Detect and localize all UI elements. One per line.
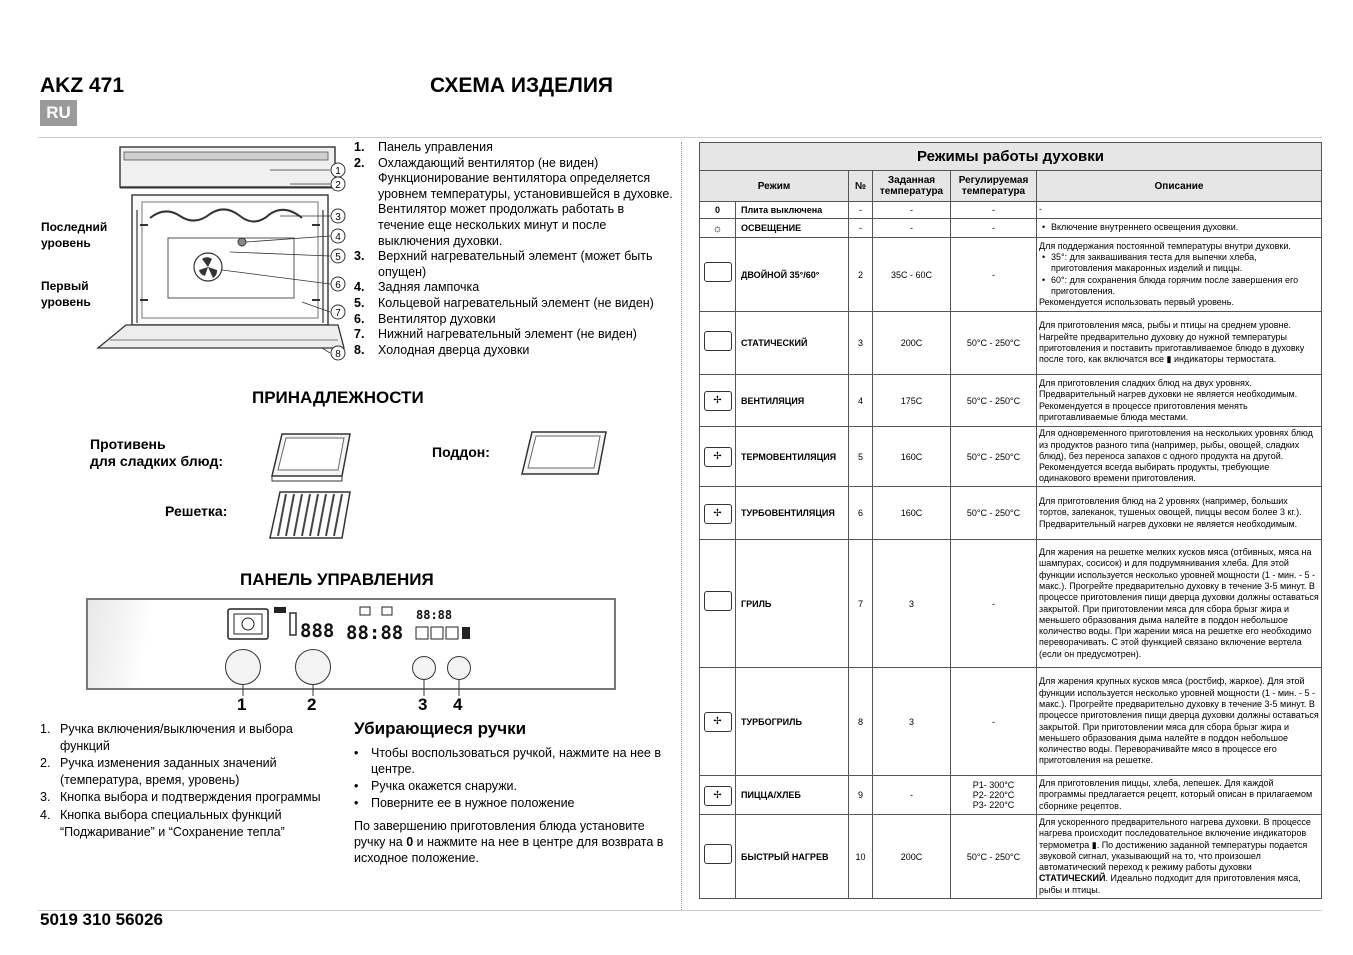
drip-pan-label: Поддон: xyxy=(432,444,490,460)
knob-number-2: 2 xyxy=(307,695,317,714)
table-row: ☼ ОСВЕЩЕНИЕ - - - • Включение внутреннего освещения духовки. xyxy=(700,219,1322,238)
table-row: СТАТИЧЕСКИЙ 3 200C 50°C - 250°C Для приготовления мяса, рыбы и птицы на среднем уровне. Нагрейте предварительно духовку до нужной температуры приготовления и поставить приготавливаемое блюдо в духовку после того, как включатся все ▮ индикаторы термостата. xyxy=(700,312,1322,375)
col-set-temp: Заданная температура xyxy=(873,171,951,202)
list-item: 7. Нижний нагревательный элемент (не виден) xyxy=(354,327,637,342)
panel-gloss xyxy=(88,600,168,688)
knob-number-1: 1 xyxy=(237,695,247,714)
special-function-button[interactable] xyxy=(447,656,471,680)
fan-icon: ✢ xyxy=(704,391,732,411)
list-item: 8. Холодная дверца духовки xyxy=(354,342,530,357)
static-icon xyxy=(704,331,732,351)
handles-bullets xyxy=(354,745,664,812)
table-row: ДВОЙНОЙ 35°/60° 2 35C - 60C - Для поддержания постоянной температуры внутри духовки. • 35°: для заквашивания теста для выпечки хлеба, приготовления макаронных изделий и пиццы. • 60°: для сохранения блюда горячим после завершения его приготовления. Рекомендуется использовать первый уровень. xyxy=(700,238,1322,312)
table-row: ГРИЛЬ 7 3 - Для жарения на решетке мелких кусков мяса (отбивных, мяса на шампурах, сосисок) и для подрумянивания хлеба. Для этой функции используется несколько уровней мощности (1 - мин. - 5 - макс.). Прогрейте предварительно духовку в течение 3-5 минут. В процессе приготовления пищи дверца духовки должны оставаться закрытой. При приготовлении мяса для сбора брызг жира и меньшего образования дыма налейте в поддон небольшое количество воды. При жарении мяса на решетке его необходимо переворачивать. С этой функцией связано включение вертела (если он предусмотрен). xyxy=(700,540,1322,668)
lcd-time: 88:88 xyxy=(346,622,404,644)
parts-list xyxy=(354,140,674,358)
turbogrill-icon: ✢ xyxy=(704,712,732,732)
lcd-display xyxy=(226,605,474,645)
drip-pan-image xyxy=(518,428,610,482)
column-divider xyxy=(681,142,682,910)
col-reg-temp: Регулируемая температура xyxy=(951,171,1037,202)
pizza-icon: ✢ xyxy=(704,786,732,806)
knob-leaders xyxy=(225,680,475,700)
model-name: AKZ 471 xyxy=(40,74,125,97)
control-list xyxy=(40,721,345,841)
callout-6: 6 xyxy=(335,280,341,291)
product-code: 5019 310 56026 xyxy=(40,910,163,929)
table-row: ✢ ПИЦЦА/ХЛЕБ 9 - P1- 300°C P2- 220°C P3- 220°C Для приготовления пиццы, хлеба, лепешек. Для каждой программы предлагается рецепт, который описан в прилагаемом сборнике рецептов. xyxy=(700,776,1322,815)
list-item: 3. Верхний нагревательный элемент (может быть опущен) xyxy=(354,249,653,279)
col-num: № xyxy=(849,171,873,202)
callout-3: 3 xyxy=(335,212,341,223)
list-item: 4. Задняя лампочка xyxy=(354,280,480,295)
list-item: 6. Вентилятор духовки xyxy=(354,311,496,326)
accessories-heading: ПРИНАДЛЕЖНОСТИ xyxy=(252,388,424,407)
off-icon: 0 xyxy=(700,202,736,219)
lcd-timer: 88:88 xyxy=(416,608,453,622)
list-item: • Ручка окажется снаружи. xyxy=(354,779,518,793)
grill-icon xyxy=(704,591,732,611)
bottom-divider xyxy=(38,910,1322,911)
callout-1: 1 xyxy=(335,166,341,177)
language-badge: RU xyxy=(40,100,77,126)
oven-diagram xyxy=(40,140,352,372)
grid-image xyxy=(266,488,354,544)
top-divider xyxy=(38,137,1322,138)
table-row: ✢ ТУРБОВЕНТИЛЯЦИЯ 6 160C 50°C - 250°C Для приготовления блюд на 2 уровнях (например, больших тортов, запеканок, тушеных овощей, пиццы весом более 3 кг.). Предварительный нагрев духовки не является необходимым. xyxy=(700,487,1322,540)
callout-4: 4 xyxy=(335,232,341,243)
sweet-tray-label: Противень для сладких блюд: xyxy=(90,436,223,469)
table-row: ✢ ВЕНТИЛЯЦИЯ 4 175C 50°C - 250°C Для приготовления сладких блюд на двух уровнях. Предварительный нагрев духовки не является необходимым. Рекомендуется в процессе приготовления менять приготавливаемые блюда местами. xyxy=(700,375,1322,427)
callout-7: 7 xyxy=(335,308,341,319)
table-title: Режимы работы духовки xyxy=(700,143,1322,171)
turbofan-icon: ✢ xyxy=(704,504,732,524)
list-item: 2. Охлаждающий вентилятор (не виден) Функционирование вентилятора определяется уровнем температуры, установившейся в духовке. Вентилятор может продолжать работать в течение еще нескольких минут и после выключения духовки. xyxy=(354,155,673,248)
sweet-tray-image xyxy=(268,428,354,484)
list-item: • Чтобы воспользоваться ручкой, нажмите на нее в центре. xyxy=(354,746,662,776)
lcd-temp: 888 xyxy=(300,620,335,642)
page-title: СХЕМА ИЗДЕЛИЯ xyxy=(430,74,614,97)
control-panel-heading: ПАНЕЛЬ УПРАВЛЕНИЯ xyxy=(240,570,434,589)
lower-level-label: Первый уровень xyxy=(41,279,91,309)
table-row: ✢ ТУРБОГРИЛЬ 8 3 - Для жарения крупных кусков мяса (ростбиф, жаркое). Для этой функции используется несколько уровней мощности (1 - мин. - 5 - макс.). Прогрейте предварительно духовку в течение 3-5 минут. В процессе приготовления пищи дверца духовки должны оставаться закрытой. При приготовлении мяса для сбора брызг жира и меньшего образования дыма налейте в поддон небольшое количество воды. Переворачивайте мясо в процессе его приготовления на решетке. xyxy=(700,668,1322,776)
lamp-icon: ☼ xyxy=(712,223,723,235)
callout-5: 5 xyxy=(335,252,341,263)
callout-8: 8 xyxy=(335,349,341,360)
list-item: 5. Кольцевой нагревательный элемент (не виден) xyxy=(354,295,654,310)
thermofan-icon: ✢ xyxy=(704,447,732,467)
callout-2: 2 xyxy=(335,180,341,191)
knob-number-4: 4 xyxy=(453,695,463,714)
list-item: • Поверните ее в нужное положение xyxy=(354,796,575,810)
handles-final-note: По завершению приготовления блюда установите ручку на 0 и нажмите на нее в центре для возврата в исходное положение. xyxy=(354,819,664,865)
defrost-icon xyxy=(704,262,732,282)
list-item: 1. Ручка включения/выключения и выбора функций xyxy=(40,722,293,753)
list-item: 2. Ручка изменения заданных значений (температура, время, уровень) xyxy=(40,756,277,787)
col-mode: Режим xyxy=(700,171,849,202)
upper-level-label: Последний уровень xyxy=(41,220,108,250)
list-item: 1. Панель управления xyxy=(354,140,493,154)
program-button[interactable] xyxy=(412,656,436,680)
modes-table xyxy=(699,142,1322,899)
fast-heat-icon xyxy=(704,844,732,864)
table-row: БЫСТРЫЙ НАГРЕВ 10 200C 50°C - 250°C Для ускоренного предварительного нагрева духовки. В процессе нагрева происходит последовательное включение индикаторов термометра ▮. По достижению заданной температуры подается звуковой сигнал, указывающий на то, что произошел автоматический переход к режиму работы духовки СТАТИЧЕСКИЙ. Идеально подходит для приготовления мяса, рыбы и птицы. xyxy=(700,815,1322,899)
grid-label: Решетка: xyxy=(165,503,228,519)
col-desc: Описание xyxy=(1037,171,1322,202)
table-row: ✢ ТЕРМОВЕНТИЛЯЦИЯ 5 160C 50°C - 250°C Для одновременного приготовления на нескольких уровнях блюд из продуктов разного типа (например, рыбы, овощей, сладких блюд), без переноса запахов с одного продукта на другой. Рекомендуется всегда выбирать продукты, требующие одинакового времени приготовления. xyxy=(700,427,1322,487)
knob-number-3: 3 xyxy=(418,695,428,714)
table-row: 0 Плита выключена - - - - xyxy=(700,202,1322,219)
handles-heading: Убирающиеся ручки xyxy=(354,719,527,738)
list-item: 4. Кнопка выбора специальных функций “Поджаривание” и “Сохранение тепла” xyxy=(40,807,285,839)
list-item: 3. Кнопка выбора и подтверждения программы xyxy=(40,790,321,805)
